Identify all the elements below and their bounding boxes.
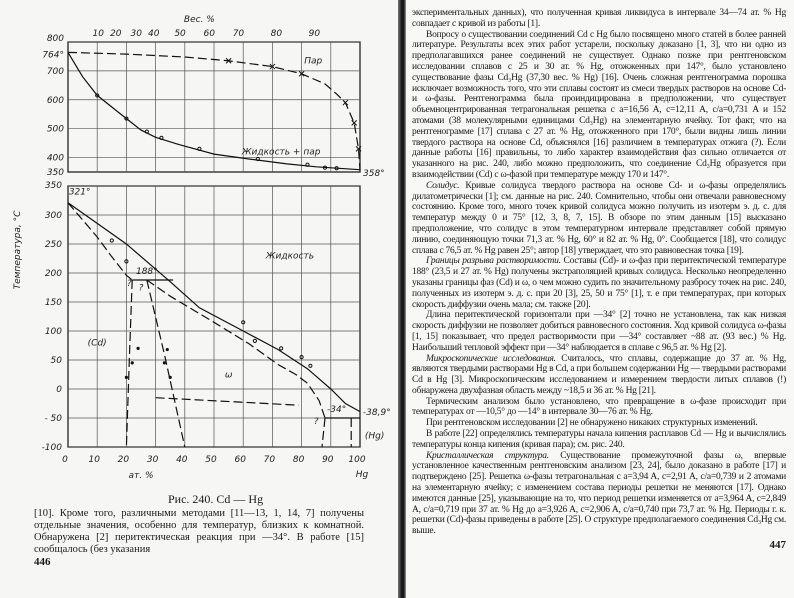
paragraph-heading: Границы разрыва растворимости.: [426, 256, 561, 267]
diagram-annotation: -34°: [327, 405, 347, 416]
data-point-circle: [256, 157, 259, 160]
page-number-right: 447: [769, 539, 786, 552]
paragraph-heading: Микроскопические исследования.: [426, 353, 556, 364]
data-point-circle: [309, 364, 312, 367]
paragraph-text: При рентгеновском исследовании [2] не обнаружено никаких структурных изменений.: [426, 418, 758, 429]
x-axis-title: ат. %: [128, 471, 154, 481]
y-tick-label: -100: [41, 443, 62, 453]
paragraph: [412, 418, 786, 429]
top-x-tick-label: 70: [232, 29, 245, 39]
x-tick-label: 100: [348, 455, 366, 465]
x-tick-label: 0: [62, 455, 68, 465]
diagram-annotation: ?: [138, 283, 144, 294]
x-tick-label: 20: [117, 455, 130, 465]
x-axis-end-label: Hg: [355, 470, 369, 480]
y-tick-label: 300: [44, 211, 62, 221]
top-x-tick-label: 40: [148, 29, 160, 39]
y-tick-label: 700: [46, 66, 64, 77]
paragraph: [412, 451, 786, 537]
region-label-liquid-vapour: Жидкость + пар: [241, 147, 321, 158]
diagram-annotation: 321°: [68, 187, 91, 198]
data-point-cross: [343, 100, 348, 105]
data-point-circle: [145, 130, 148, 133]
phase-diagram-cd-hg: [0, 0, 398, 500]
diagram-annotation: (Hg): [364, 431, 385, 442]
data-point-filled: [136, 347, 139, 350]
paragraph: [412, 354, 786, 397]
paragraph-text: экспериментальных данных), что полученная кривая ликвидуса в интервале 34—74 ат. % Hg совпадает с кривой из работы [1].: [412, 8, 786, 29]
data-point-filled: [163, 361, 166, 364]
data-point-circle: [306, 163, 309, 166]
paragraph: [412, 8, 786, 30]
data-point-circle: [110, 239, 113, 242]
y-tick-label: 150: [44, 298, 62, 308]
top-x-axis-title: Вес. %: [183, 15, 215, 25]
y-tick-label: 50: [50, 356, 62, 366]
diagram-annotation: 188°: [135, 267, 158, 278]
top-x-tick-label: 80: [270, 29, 283, 39]
diagram-annotation: ω: [224, 370, 233, 381]
figure-caption: Рис. 240. Cd — Hg: [168, 492, 264, 506]
y-tick-label: 350: [44, 181, 62, 191]
paragraph: [412, 30, 786, 181]
x-tick-label: 90: [322, 455, 334, 465]
data-point-filled: [131, 361, 134, 364]
right-page-text: [412, 8, 786, 552]
y-axis-title: Температура, °C: [13, 210, 23, 290]
label-358: 358°: [363, 169, 385, 179]
y-tick-label: 350: [46, 168, 64, 178]
book-spine: [398, 0, 406, 598]
top-x-tick-label: 90: [308, 29, 321, 39]
data-point-circle: [253, 339, 256, 342]
y-tick-label: 600: [46, 95, 64, 106]
paragraph-text: Существование промежуточной фазы ω, впервые установленное качественным рентгеновским анализом [23, 24], было доказано в работе [17] и подтверждено [25]. Решетка ω-фазы тетрагональная с a=3,94 A, c=2,91 A, c/a=0,739 и 2 атомами на элементарную ячейку; с изменением состава периоды решетки не меняются [17]. Однако имеются данные [25], указывающие на то, что период решетки изменяется от a=3,964 A, c=2,849 A, c/a=0,719 при 37 ат. % Hg до a=3,926 A, c=2,906 A, c/a=0,740 при 73,7 ат. % Hg. Периоды г. к. решетки (Cd)-фазы приведены в работе [25]. О структуре предполагаемого соединения Cd₃Hg см. выше.: [412, 450, 787, 537]
right-page: [406, 0, 794, 598]
x-tick-label: 30: [146, 455, 159, 465]
paragraph-text: Термическим анализом было установлено, что превращение в ω-фазе происходит при температурах от —10,5° до —14° в интервале 30—76 ат. % Hg.: [412, 396, 786, 418]
paragraph: [412, 429, 786, 451]
y-tick-label: 200: [44, 269, 62, 279]
left-page-text: [34, 508, 364, 569]
y-tick-label: 764°: [42, 50, 64, 61]
paragraph: [412, 181, 786, 257]
data-point-circle: [198, 147, 201, 150]
paragraph-text: Длина перитектической горизонтали при —34° [2] точно не установлена, так как низкая скорость диффузии не позволяет добиться равновесного состояния. Ход кривой солидуса ω-фазы [1, 15] показывает, что предел растворимости при —34° составляет ~88 ат. (93 вес.) % Hg. Наибольший тепловой эффект при —34° наблюдается в сплаве с 96,5 ат. % Hg [2].: [412, 310, 786, 353]
left-page-paragraph: [10]. Кроме того, различными методами [11—13, 1, 14, 7] получены отдельные значения, особенно для температур, близких к комнатной. Обнаружена [2] перитектическая реакция при —34°. В работе [15] сообщалось (без указания: [34, 508, 364, 555]
data-point-filled: [169, 376, 172, 379]
paragraph: [412, 310, 786, 353]
top-x-tick-label: 20: [110, 29, 122, 39]
y-tick-label: - 50: [44, 414, 62, 424]
x-tick-label: 10: [88, 455, 100, 465]
top-x-tick-label: 30: [130, 29, 142, 39]
diagram-annotation: Жидкость: [265, 251, 315, 262]
top-x-tick-label: 10: [92, 29, 105, 39]
top-x-tick-label: 50: [174, 29, 186, 39]
x-tick-label: 80: [292, 455, 305, 465]
x-tick-label: 70: [263, 455, 276, 465]
paragraph: [412, 397, 786, 419]
series-line: [322, 418, 325, 447]
paragraph-text: Считалось, что сплавы, содержащие до 37 ат. % Hg, являются твердыми растворами Hg в Cd, а при большем содержании Hg — твердыми растворами Cd в Hg [3]. Микроскопическим исследованием и измерением твердости литых сплавов (!) обнаружена двухфазная область между ~18,5 и 36 ат. % Hg [21].: [412, 353, 786, 396]
diagram-annotation: ?: [313, 416, 319, 427]
y-tick-label: 400: [46, 153, 64, 164]
data-point-circle: [160, 136, 163, 139]
x-tick-label: 60: [234, 455, 246, 465]
series-line: [156, 398, 299, 406]
page-number-left: 446: [34, 556, 51, 568]
data-point-circle: [280, 347, 283, 350]
diagram-annotation: -38,9°: [362, 408, 391, 419]
x-tick-label: 50: [205, 455, 217, 465]
y-tick-label: 800: [46, 34, 64, 44]
paragraph-text: Кривые солидуса твердого раствора на основе Cd- и ω-фазы определялись дилатометрически [1]; см. данные на рис. 240. Сомнительно, чтобы они отвечали равновесному состоянию. Кроме того, много точек кривой солидуса можно получить из изотерм э. д. с. для температур между 0 и 75° [12, 3, 8, 7, 15]. В обзоре по этим данным [15] высказано предположение, что солидус в этом температурном интервале представляет собой прямую линию, соединяющую точки 71,3 ат. % Hg, 60° и 82 ат. % Hg, 0°. Сообщается [18], что солидус сплава с 76,5 ат. % Hg равен 25°; автор [18] утверждает, что это равновесная точка [19].: [412, 180, 786, 256]
paragraph-text: Составы (Cd)- и ω-фаз при перитектической температуре 188° (23,5 и 27 ат. % Hg) получены экстраполяцией кривых солидуса. Несколько неопределенно указаны границы фаз (Cd) и ω, о чем можно судить по значительному разбросу точек на рис. 240, полученных из изотерм э. д. с. при 20 [3], 25, 50 и 75° [1], т. е при температурах, при которых скорость диффузии очень мала; см. также [20].: [412, 256, 786, 310]
y-tick-label: 100: [44, 327, 62, 337]
paragraph-heading: Кристаллическая структура.: [426, 450, 549, 461]
paragraph-text: Вопросу о существовании соединений Cd с Hg было посвящено много статей в более ранней литературе. Результаты всех этих работ устарели, поскольку доказано [1, 3], что ни одно из предполагавшихся ранее соединений не существует. Однако позже при рентгеновском исследовании сплавов с 25 и 30 ат. % Hg, отожженных при 147°, было установлено существование фазы Cd₃Hg (37,30 вес. % Hg) [16]. Очень сложная рентгенограмма порошка исключает возможность того, что эти сплавы состоят из смеси твердых растворов на основе Cd- и ω-фазы. Рентгенограмма была проиндицирована в предположении, что существует объемноцентрированная тетрагональная решетка с a=16,56 A, c=12,11 A, c/a=0,731 A и 152 атомами (38 молекулярными единицами Cd₃Hg) на элементарную ячейку. Тот факт, что на рентгенограмме [17] сплава с 27 ат. % Hg, отожженного при 170°, были видны лишь линии твердого раствора на основе Cd, объяснялся [16] различием в температурах отжига (?). Если данные работы [16] правильны, то либо характер взаимодействия фаз сильно отличается от указанного на рис. 240, либо можно предположить, что соединение Cd₃Hg образуется при взаимодействии (Cd) с ω-фазой при температуре между 170 и 147°.: [412, 29, 786, 180]
region-label-vapour: Пар: [304, 56, 323, 67]
paragraph-text: В работе [22] определялись температуры начала кипения расплавов Cd — Hg и вычислялись температуры конца кипения (кривая пара); см. рис. 240.: [412, 429, 786, 450]
y-tick-label: 500: [46, 124, 64, 135]
diagram-annotation: (Cd): [87, 338, 107, 349]
paragraph-heading: Солидус.: [426, 180, 460, 191]
paragraph: [412, 256, 786, 310]
top-x-tick-label: 60: [203, 29, 215, 39]
data-point-filled: [166, 348, 169, 351]
y-tick-label: 250: [44, 240, 62, 250]
x-tick-label: 40: [176, 455, 188, 465]
diagram-annotation: ?: [126, 278, 132, 289]
y-tick-label: 0: [56, 385, 62, 395]
data-point-filled: [125, 376, 128, 379]
